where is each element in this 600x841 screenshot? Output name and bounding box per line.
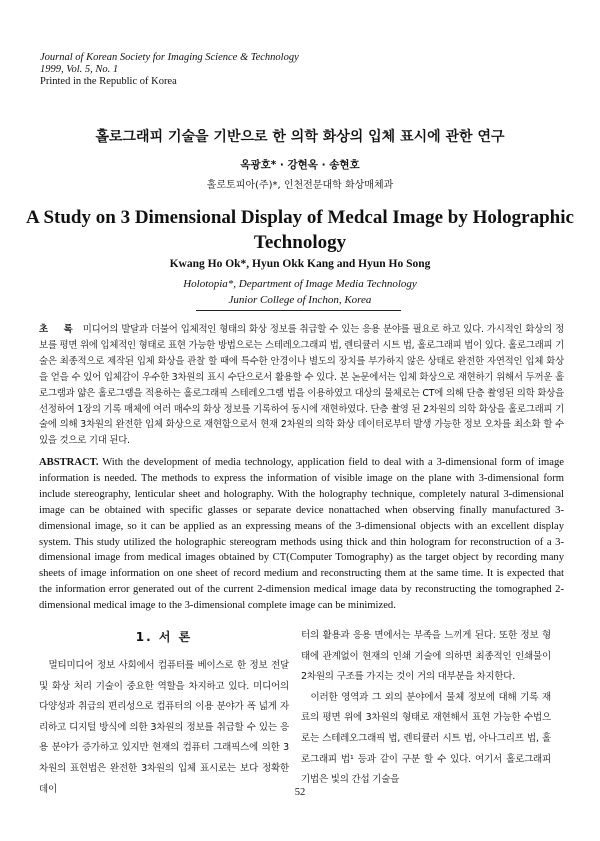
- authors-english: Kwang Ho Ok*, Hyun Okk Kang and Hyun Ho Song: [169, 258, 431, 270]
- title-english: [0, 205, 600, 255]
- printed-note: Printed in the Republic of Korea: [40, 76, 177, 87]
- column-right: [301, 626, 551, 791]
- authors-korean: 옥광호* · 강현옥 · 송현호: [240, 159, 360, 171]
- journal-header: [40, 52, 299, 88]
- affiliation-english-line-1: Holotopia*, Department of Image Media Technology: [183, 278, 417, 290]
- abstract-korean: [39, 322, 564, 449]
- title-english-text: A Study on 3 Dimensional Display of Medcal Image by Holographic Technology: [26, 207, 574, 253]
- intro-paragraph-2: 이러한 영역과 그 외의 분야에서 물체 정보에 대해 기록 재료의 평면 위에 3차원의 형태로 재현해서 표현 가능한 수법으로는 스테레오그래픽 법, 렌티큘러 시트 법, 아나그리프 법, 홀로그래피 법¹ 등과 같이 구분 할 수 있다. 여기서 홀로그래피 기법은 빛의 간섭 기술을: [301, 691, 551, 786]
- intro-paragraph-1: 멀티미디어 정보 사회에서 컴퓨터를 베이스로 한 정보 전달 및 화상 처리 기술이 중요한 역할을 차지하고 있다. 미디어의 다양성과 취급의 편리성으로 컴퓨터의 이용 분야가 폭 넓게 자리하고 디지털 방식에 의한 3차원의 정보를 취급할 수 있는 응용 분야가 증가하고 있지만 현재의 컴퓨터 그래픽스에 의한 3차원의 표현법은 완전한 3차원의 입체 표시로는 보다 정확한 데이: [39, 660, 289, 795]
- affiliation-english: [0, 276, 600, 308]
- abstract-korean-label: 초 록: [39, 324, 79, 335]
- title-korean: 홀로그래피 기술을 기반으로 한 의학 화상의 입체 표시에 관한 연구: [95, 129, 505, 145]
- journal-name: Journal of Korean Society for Imaging Science & Technology: [40, 52, 299, 63]
- affiliation-korean: 홀로토피아(주)*, 인천전문대학 화상매체과: [206, 180, 394, 191]
- abstract-english-text: With the development of media technology, application field to deal with a 3-dimensional form of image information is needed. The methods to express the information of visible image on the plane with 3-dimensional form include stereography, lenticular sheet and holography. With the holography technique, completely natural 3-dimensional image can be obtained with specific glasses or separate device nonattached when observing finally manufactured 3-dimensional image, so it can be applied as an expressing means of the 3-dimensional objects with an excellent display system. This study utilized the holographic stereogram methods using thick and thin hologram for reconstruction of a 3-dimensional image from medical images obtained by CT(Computer Tomography) as the target object by recording many sheets of image information on one sheet of record medium and reconstructing them at the same time. It is expected that the information error generated out of the current 2-dimension medical image data by reconstructing the tomographed 2-dimensional medical image to the 3-dimensional complete image can be minimized.: [39, 457, 564, 612]
- affiliation-english-line-2: Junior College of Inchon, Korea: [228, 294, 372, 306]
- column-left: [39, 626, 289, 800]
- page-number: 52: [294, 787, 306, 798]
- intro-paragraph-1-continued: 터의 활용과 응용 면에서는 부족을 느끼게 된다. 또한 정보 형태에 관계없이 현재의 인쇄 기술에 의하면 최종적인 인쇄물이 2차원의 구조를 가지는 것이 거의 대부분을 차지한다.: [301, 630, 551, 683]
- abstract-english: [39, 455, 564, 614]
- abstract-english-label: ABSTRACT.: [39, 457, 99, 468]
- journal-volume: 1999, Vol. 5, No. 1: [40, 64, 119, 75]
- abstract-korean-text: 미디어의 발달과 더불어 입체적인 형태의 화상 정보를 취급할 수 있는 응용 분야를 필요로 하고 있다. 가시적인 화상의 정보를 평면 위에 입체적인 형태로 표현 가능한 방법으로는 스테레오그래피 법, 렌티큘러 시트 법, 홀로그래피 법이 있다. 홀로그래피 기술은 최종적으로 제작된 입체 화상을 관찰 할 때에 특수한 안경이나 별도의 장치를 부가하지 않은 상태로 완전한 자연적인 입체 화상을 얻을 수 있어 입체감이 우수한 3차원의 표시 수단으로서 활용할 수 있다. 본 논문에서는 입체 화상으로 재현하기 위해서 두꺼운 홀로그램과 얇은 홀로그램을 적용하는 홀로그래픽 스테레오그램 법을 이용하였고 대상의 물체로는 CT에 의해 단층 촬영된 의학 화상을 선정하여 1장의 기록 매체에 여러 매수의 화상 정보를 기록하여 동시에 재현하였다. 단층 촬영 된 2차원의 의학 화상을 홀로그래피 기술에 의해 3차원의 완전한 입체 화상으로 재현함으로서 현재 2차원의 의학 화상 데이터로부터 발생 가능한 정보 오차를 최소화 할 수 있을 것으로 기대 된다.: [39, 324, 564, 447]
- section-heading-introduction: 1. 서 론: [135, 630, 193, 644]
- title-divider: [196, 310, 401, 311]
